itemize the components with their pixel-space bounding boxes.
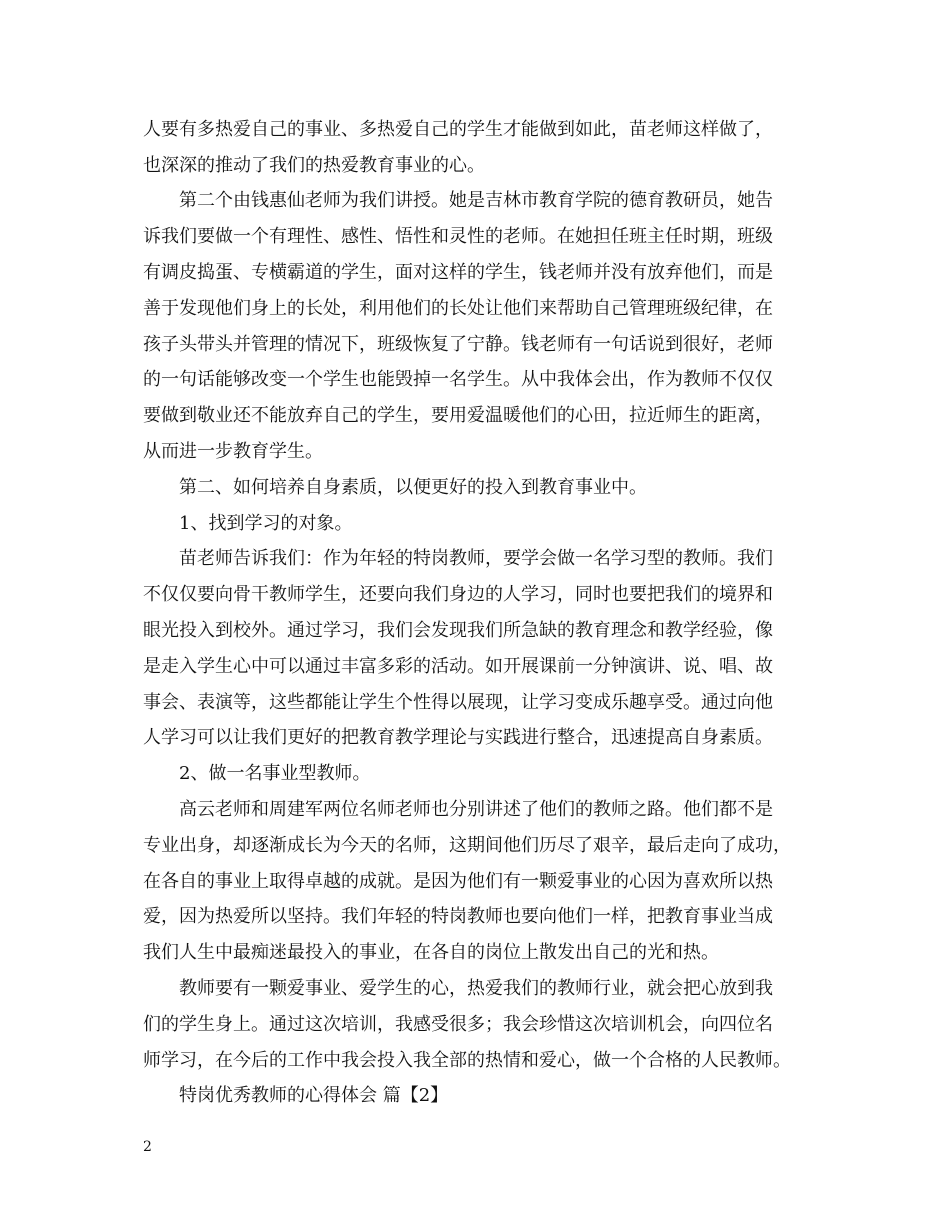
text-line: 眼光投入到校外。通过学习，我们会发现我们所急缺的教育理念和教学经验，像	[143, 620, 773, 641]
text-line: 高云老师和周建军两位名师老师也分别讲述了他们的教师之路。他们都不是	[143, 799, 773, 820]
text-line: 孩子头带头并管理的情况下，班级恢复了宁静。钱老师有一句话说到很好，老师	[143, 334, 773, 355]
text-line: 苗老师告诉我们：作为年轻的特岗教师，要学会做一名学习型的教师。我们	[143, 548, 773, 569]
text-line: 第二个由钱惠仙老师为我们讲授。她是吉林市教育学院的德育教研员，她告	[143, 190, 773, 211]
text-line: 从而进一步教育学生。	[143, 441, 323, 462]
text-line: 不仅仅要向骨干教师学生，还要向我们身边的人学习，同时也要把我们的境界和	[143, 584, 773, 605]
subheading: 1、找到学习的对象。	[143, 513, 353, 534]
text-line: 善于发现他们身上的长处，利用他们的长处让他们来帮助自己管理班级纪律，在	[143, 298, 773, 319]
text-line: 爱，因为热爱所以坚持。我们年轻的特岗教师也要向他们一样，把教育事业当成	[143, 906, 773, 927]
text-line: 要做到敬业还不能放弃自己的学生，要用爱温暖他们的心田，拉近师生的距离，	[143, 405, 773, 426]
text-line: 人学习可以让我们更好的把教育教学理论与实践进行整合，迅速提高自身素质。	[143, 727, 773, 748]
text-line: 专业出身，却逐渐成长为今天的名师，这期间他们历尽了艰辛，最后走向了成功，	[143, 835, 791, 856]
page-number: 2	[143, 1139, 152, 1155]
text-line: 们的学生身上。通过这次培训，我感受很多；我会珍惜这次培训机会，向四位名	[143, 1014, 773, 1035]
text-line: 有调皮捣蛋、专横霸道的学生，面对这样的学生，钱老师并没有放弃他们，而是	[143, 262, 773, 283]
text-line: 教师要有一颗爱事业、爱学生的心，热爱我们的教师行业，就会把心放到我	[143, 978, 773, 999]
text-line: 师学习，在今后的工作中我会投入我全部的热情和爱心，做一个合格的人民教师。	[143, 1050, 791, 1071]
text-line: 诉我们要做一个有理性、感性、悟性和灵性的老师。在她担任班主任时期，班级	[143, 226, 773, 247]
article-title: 特岗优秀教师的心得体会 篇【2】	[143, 1085, 449, 1106]
text-line: 人要有多热爱自己的事业、多热爱自己的学生才能做到如此，苗老师这样做了，	[143, 119, 773, 140]
text-line: 的一句话能够改变一个学生也能毁掉一名学生。从中我体会出，作为教师不仅仅	[143, 369, 773, 390]
text-line: 是走入学生心中可以通过丰富多彩的活动。如开展课前一分钟演讲、说、唱、故	[143, 656, 773, 677]
text-line: 我们人生中最痴迷最投入的事业，在各自的岗位上散发出自己的光和热。	[143, 942, 719, 963]
text-line: 在各自的事业上取得卓越的成就。是因为他们有一颗爱事业的心因为喜欢所以热	[143, 871, 773, 892]
text-line: 事会、表演等，这些都能让学生个性得以展现，让学习变成乐趣享受。通过向他	[143, 692, 773, 713]
text-line: 也深深的推动了我们的热爱教育事业的心。	[143, 155, 485, 176]
section-heading: 第二、如何培养自身素质，以便更好的投入到教育事业中。	[143, 477, 647, 498]
subheading: 2、做一名事业型教师。	[143, 763, 371, 784]
